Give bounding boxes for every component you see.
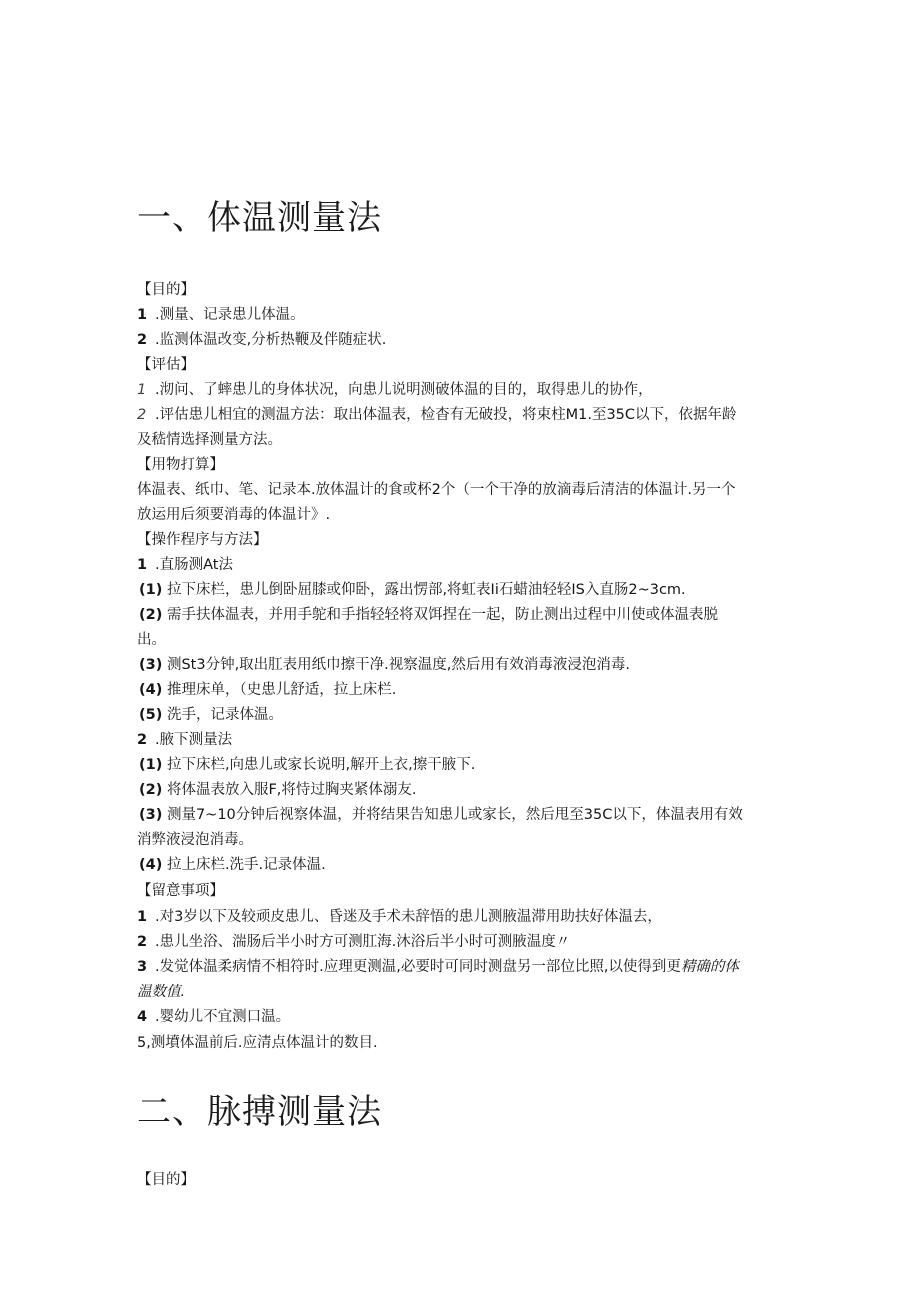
purpose-item	[137, 331, 787, 349]
purpose-heading: 【目的】	[137, 282, 195, 298]
item-text: .腋下测量法	[155, 732, 233, 748]
rectal-method-title	[137, 556, 787, 574]
axillary-step	[139, 756, 789, 774]
step-number: (1)	[139, 757, 163, 773]
step-number: (5)	[139, 707, 163, 723]
axillary-step	[139, 781, 789, 799]
axillary-step-continued: 消弊液浸泡消毒。	[137, 832, 253, 848]
rectal-step	[139, 681, 789, 699]
prep-heading: 【用物打算】	[137, 457, 224, 473]
item-number: 3	[137, 959, 148, 975]
item-text-italic: 精确的体	[680, 959, 739, 975]
step-number: (1)	[139, 582, 163, 598]
axillary-method-title	[137, 731, 787, 749]
note-item	[137, 933, 787, 951]
step-text: 测St3分钟,取出肛表用纸巾擦干净.视察温度,然后用有效消毒液浸泡消毒.	[166, 657, 631, 673]
item-text: .监测体温改变,分析热鞭及伴随症状.	[155, 332, 387, 348]
procedure-heading: 【操作程序与方法】	[137, 532, 268, 548]
section2-title: 二、脉搏测量法	[137, 1092, 382, 1132]
item-number: 2	[137, 407, 147, 423]
notes-heading: 【留意事项】	[137, 883, 224, 899]
step-number: (2)	[139, 607, 163, 623]
step-number: (2)	[139, 782, 163, 798]
item-text: .沏问、了蟀患儿的身体状况，向患儿说明测破体温的目的，取得患儿的协作，	[155, 382, 653, 398]
rectal-step	[139, 581, 789, 599]
item-number: 2	[137, 732, 148, 748]
note-item	[137, 1008, 787, 1026]
rectal-step-continued: 出。	[137, 632, 166, 648]
purpose-item	[137, 306, 787, 324]
item-number: 1	[137, 382, 147, 398]
axillary-step	[139, 806, 789, 824]
item-text: .直肠测At法	[155, 557, 233, 573]
step-text: 需手扶体温表，并用手鸵和手指轻轻将双饵捏在一起，防止测出过程中川使或体温表脱	[166, 607, 718, 623]
step-text: 拉上床栏.洗手.记录体温.	[166, 857, 326, 873]
item-text: .测量、记录患儿体温。	[155, 307, 305, 323]
item-number: 4	[137, 1009, 148, 1025]
step-text: 测量7~10分钟后视察体温，并将结果告知患儿或家长，然后甩至35C以下，体温表用有效	[166, 807, 743, 823]
step-number: (4)	[139, 682, 163, 698]
note-item	[137, 958, 787, 976]
step-text: 推理床单，（史患儿舒适，拉上床栏.	[166, 682, 397, 698]
section1-title: 一、体温测量法	[137, 198, 382, 238]
item-number: 1	[137, 307, 148, 323]
assess-item	[137, 381, 787, 399]
step-number: (3)	[139, 807, 163, 823]
step-text: 洗手，记录体温。	[166, 707, 283, 723]
note-item-continued: 温数值.	[137, 984, 186, 1000]
step-number: (3)	[139, 657, 163, 673]
assess-item-continued: 及嵇情选择测量方法。	[137, 432, 282, 448]
prep-line: 放运用后须要消毒的体温计》.	[137, 507, 331, 523]
section2-purpose-heading: 【目的】	[137, 1172, 195, 1188]
step-text: 将体温表放入服F,将恃过胸夹紧体溺友.	[166, 782, 417, 798]
assess-item	[137, 406, 787, 424]
axillary-step	[139, 856, 789, 874]
item-number: 1	[137, 557, 148, 573]
item-text: .患儿坐浴、湍肠后半小时方可测肛海.沐浴后半小时可测腋温度〃	[155, 934, 571, 950]
assess-heading: 【评估】	[137, 357, 195, 373]
note-item: 5,测墳体温前后.应清点体温计的数目.	[137, 1035, 378, 1051]
rectal-step	[139, 656, 789, 674]
item-text: .评估患儿相宜的测温方法：取出体温表，检杳有无破投，将束柱M1.至35C以下，依据年龄	[155, 407, 737, 423]
item-number: 1	[137, 909, 148, 925]
item-text: .婴幼儿不宜测口温。	[155, 1009, 291, 1025]
item-text: .发觉体温柔病情不相符时.应理更测温,必要时可同时测盘另一部位比照,以使得到更	[155, 959, 681, 975]
step-text: 拉下床栏，患儿倒卧屈膝或仰卧，露出愣部,将虹表Ii石蜡油轻轻IS入直肠2~3cm.	[166, 582, 686, 598]
rectal-step	[139, 606, 789, 624]
item-text: .对3岁以下及较顽皮患儿、昏迷及手术未辞悟的患儿测腋温滞用助扶好体温去，	[155, 909, 662, 925]
step-number: (4)	[139, 857, 163, 873]
rectal-step	[139, 706, 789, 724]
note-item	[137, 908, 787, 926]
item-number: 2	[137, 934, 148, 950]
item-number: 2	[137, 332, 148, 348]
step-text: 拉下床栏,向患儿或家长说明,解开上衣,擦干腋下.	[166, 757, 476, 773]
prep-line: 体温表、纸巾、笔、记录本.放体温计的食或杯2个（一个干净的放滴毒后清洁的体温计.另一个	[137, 482, 736, 498]
